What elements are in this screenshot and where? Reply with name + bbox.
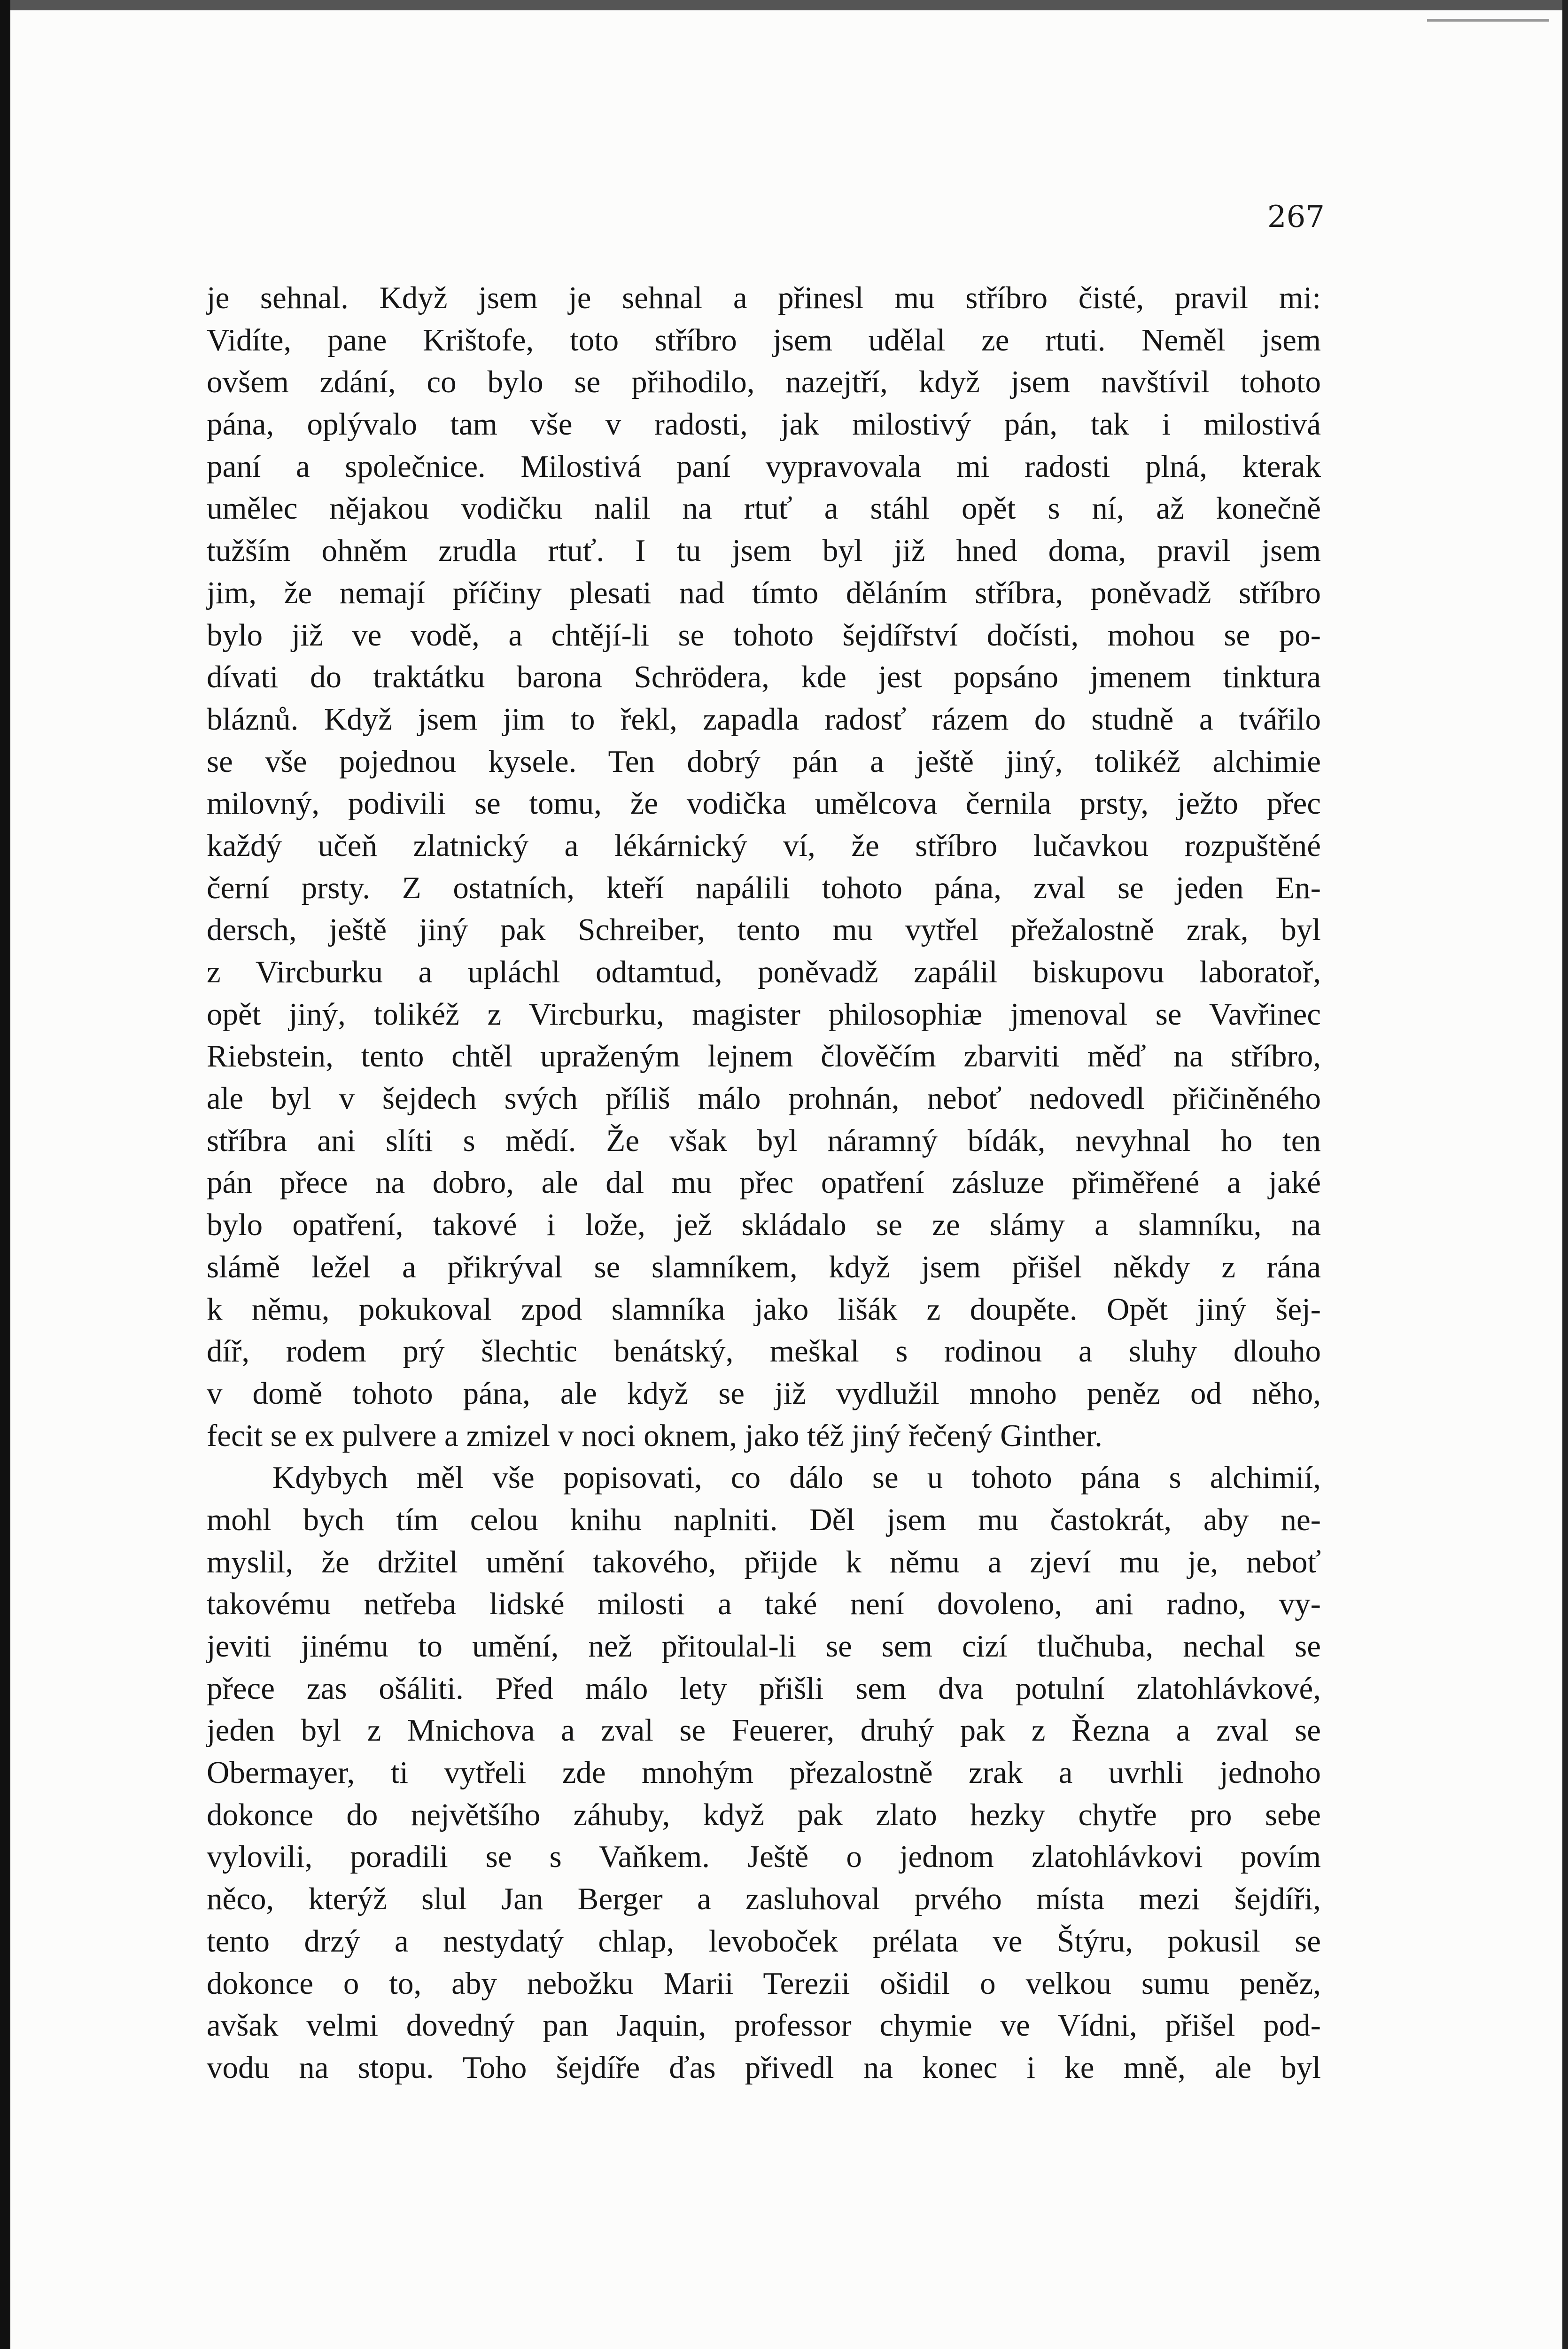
scan-border-top bbox=[0, 0, 1568, 10]
text-line: k němu, pokukoval zpod slamníka jako lišák z doupěte. Opět jiný šej- bbox=[207, 1291, 1321, 1327]
text-line: Vidíte, pane Krištofe, toto stříbro jsem udělal ze rtuti. Neměl jsem bbox=[207, 322, 1321, 358]
text-line: v domě tohoto pána, ale když se již vydlužil mnoho peněz od něho, bbox=[207, 1376, 1321, 1411]
text-line: černí prsty. Z ostatních, kteří napálili tohoto pána, zval se jeden En- bbox=[207, 870, 1321, 905]
text-line: díř, rodem prý šlechtic benátský, meškal s rodinou a sluhy dlouho bbox=[207, 1334, 1321, 1369]
text-line: je sehnal. Když jsem je sehnal a přinesl mu stříbro čisté, pravil mi: bbox=[207, 280, 1321, 315]
text-line: bylo opatření, takové i lože, jež skládalo se ze slámy a slamníku, na bbox=[207, 1207, 1321, 1243]
text-line: slámě ležel a přikrýval se slamníkem, když jsem přišel někdy z rána bbox=[207, 1249, 1321, 1284]
text-line: Kdybych měl vše popisovati, co dálo se u tohoto pána s alchimií, bbox=[272, 1460, 1321, 1495]
text-line: se vše pojednou kysele. Ten dobrý pán a ještě jiný, tolikéž alchimie bbox=[207, 744, 1321, 779]
text-line: Riebstein, tento chtěl upraženým lejnem člověčím zbarviti měď na stříbro, bbox=[207, 1039, 1321, 1074]
text-line: opět jiný, tolikéž z Vircburku, magister philosophiæ jmenoval se Vavřinec bbox=[207, 996, 1321, 1032]
text-line: paní a společnice. Milostivá paní vypravovala mi radosti plná, kterak bbox=[207, 449, 1321, 484]
text-line: jeviti jinému to umění, než přitoulal-li se sem cizí tlučhuba, nechal se bbox=[207, 1629, 1321, 1664]
scan-mark bbox=[1427, 19, 1549, 22]
text-line: jim, že nemají příčiny plesati nad tímto děláním stříbra, poněvadž stříbro bbox=[207, 575, 1321, 610]
page-number: 267 bbox=[1267, 200, 1325, 234]
text-line: dokonce o to, aby nebožku Marii Terezii ošidil o velkou sumu peněz, bbox=[207, 1966, 1321, 2001]
text-line: myslil, že držitel umění takového, přijde k němu a zjeví mu je, neboť bbox=[207, 1544, 1321, 1579]
text-line: milovný, podivili se tomu, že vodička umělcova černila prsty, ježto přec bbox=[207, 786, 1321, 821]
scan-border-right bbox=[1562, 0, 1568, 2349]
text-line: ovšem zdání, co bylo se přihodilo, nazejtří, když jsem navštívil tohoto bbox=[207, 365, 1321, 400]
text-line: avšak velmi dovedný pan Jaquin, professor chymie ve Vídni, přišel pod- bbox=[207, 2008, 1321, 2043]
text-line: fecit se ex pulvere a zmizel v noci oknem, jako též jiný řečený Ginther. bbox=[207, 1418, 1102, 1453]
text-line: mohl bych tím celou knihu naplniti. Děl jsem mu častokrát, aby ne- bbox=[207, 1502, 1321, 1537]
text-line: pána, oplývalo tam vše v radosti, jak milostivý pán, tak i milostivá bbox=[207, 407, 1321, 442]
text-line: každý učeň zlatnický a lékárnický ví, že stříbro lučavkou rozpuštěné bbox=[207, 828, 1321, 863]
text-line: dívati do traktátku barona Schrödera, kde jest popsáno jmenem tinktura bbox=[207, 660, 1321, 695]
text-line: umělec nějakou vodičku nalil na rtuť a stáhl opět s ní, až konečně bbox=[207, 491, 1321, 526]
text-line: Obermayer, ti vytřeli zde mnohým přezalostně zrak a uvrhli jednoho bbox=[207, 1755, 1321, 1790]
text-line: jeden byl z Mnichova a zval se Feuerer, druhý pak z Řezna a zval se bbox=[207, 1713, 1321, 1748]
text-line: pán přece na dobro, ale dal mu přec opatření zásluze přiměřené a jaké bbox=[207, 1165, 1321, 1200]
text-line: dersch, ještě jiný pak Schreiber, tento mu vytřel přežalostně zrak, byl bbox=[207, 912, 1321, 948]
text-line: přece zas ošáliti. Před málo lety přišli sem dva potulní zlatohlávkové, bbox=[207, 1671, 1321, 1706]
text-line: něco, kterýž slul Jan Berger a zasluhoval prvého místa mezi šejdíři, bbox=[207, 1882, 1321, 1917]
text-line: vylovili, poradili se s Vaňkem. Ještě o jednom zlatohlávkovi povím bbox=[207, 1839, 1321, 1875]
text-line: bylo již ve vodě, a chtějí-li se tohoto šejdířství dočísti, mohou se po- bbox=[207, 617, 1321, 653]
text-line: tento drzý a nestydatý chlap, levoboček prélata ve Štýru, pokusil se bbox=[207, 1923, 1321, 1959]
scan-border-left bbox=[0, 0, 10, 2349]
text-line: dokonce do největšího záhuby, když pak zlato hezky chytře pro sebe bbox=[207, 1797, 1321, 1832]
text-line: ale byl v šejdech svých příliš málo prohnán, neboť nedovedl přičiněného bbox=[207, 1081, 1321, 1116]
body-text bbox=[207, 277, 1321, 2089]
text-line: takovému netřeba lidské milosti a také není dovoleno, ani radno, vy- bbox=[207, 1587, 1321, 1622]
text-line: z Vircburku a upláchl odtamtud, poněvadž zapálil biskupovu laboratoř, bbox=[207, 955, 1321, 989]
text-line: stříbra ani slíti s mědí. Že však byl náramný bídák, nevyhnal ho ten bbox=[207, 1123, 1321, 1158]
text-line: bláznů. Když jsem jim to řekl, zapadla radosť rázem do studně a tvářilo bbox=[207, 701, 1321, 737]
text-line: vodu na stopu. Toho šejdíře ďas přivedl na konec i ke mně, ale byl bbox=[207, 2050, 1321, 2085]
text-line: tužším ohněm zrudla rtuť. I tu jsem byl již hned doma, pravil jsem bbox=[207, 533, 1321, 568]
